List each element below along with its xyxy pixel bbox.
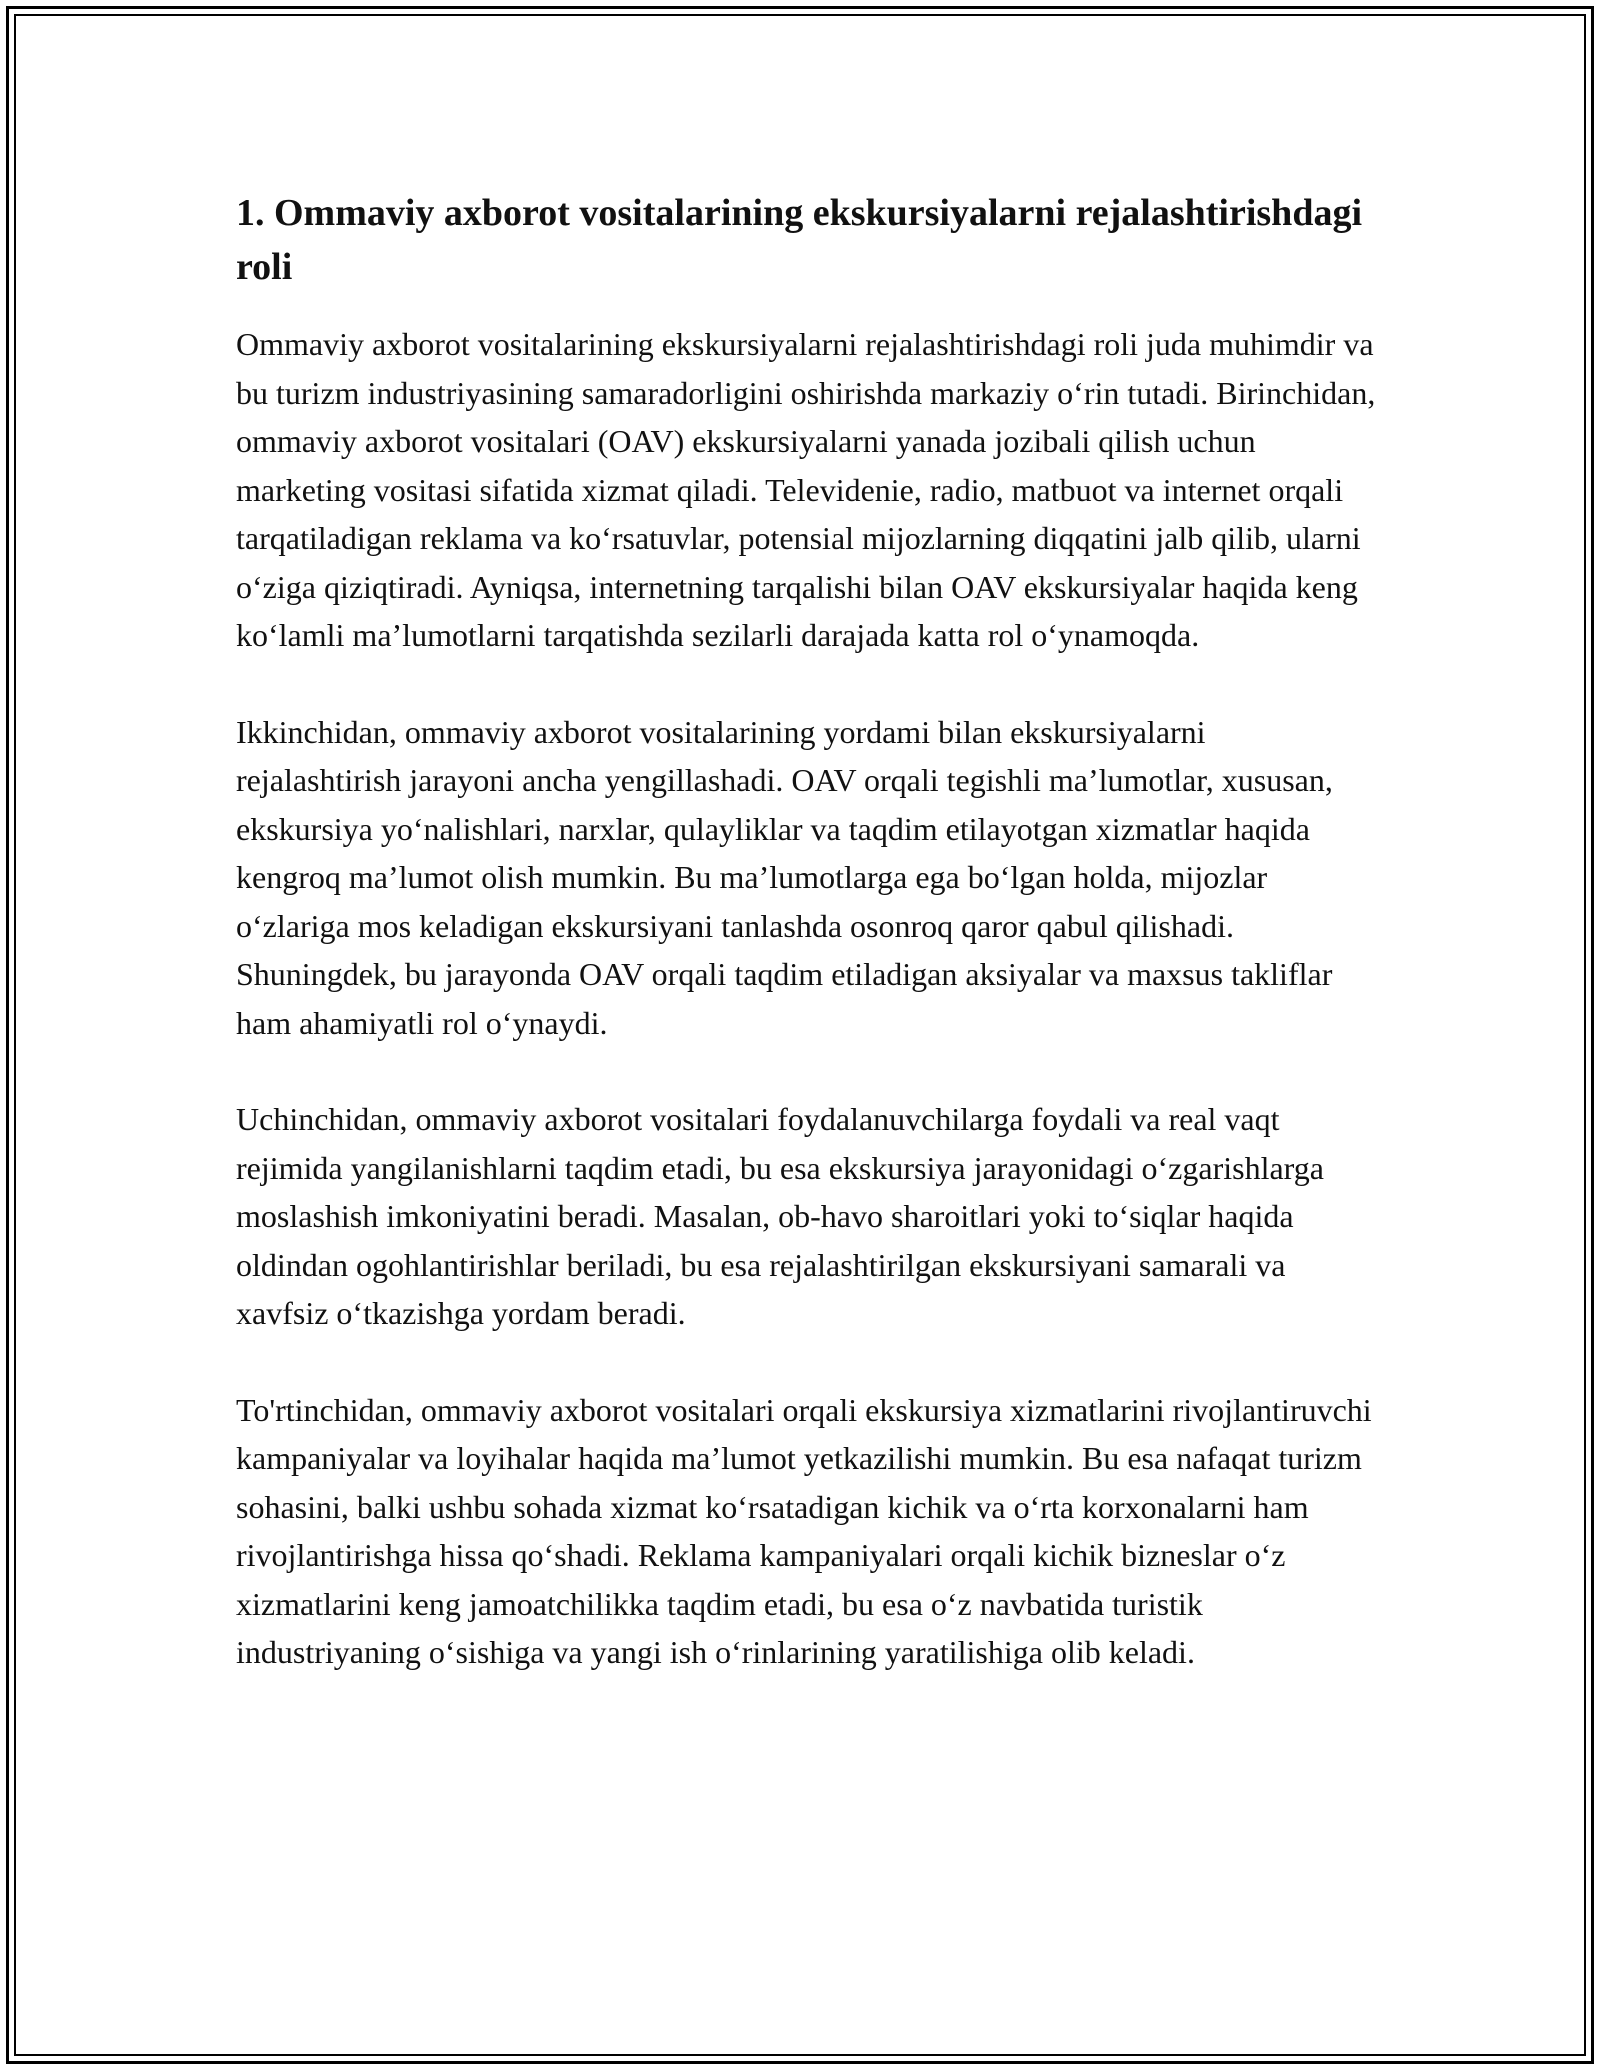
paragraph-3: Uchinchidan, ommaviy axborot vositalari foydalanuvchilarga foydali va real vaqt rejimida yangilanishlarni taqdim etadi, bu esa ekskursiya jarayonidagi o‘zgarishlarga moslashish imkoniyatini beradi. Masalan, ob-havo sharoitlari yoki to‘siqlar haqida oldindan ogohlantirishlar beriladi, bu esa rejalashtirilgan ekskursiyani samarali va xavfsiz o‘tkazishga yordam beradi. [236, 1101, 1324, 1331]
document-body [236, 186, 1376, 1725]
paragraph-4: To'rtinchidan, ommaviy axborot vositalari orqali ekskursiya xizmatlarini rivojlantiruvchi kampaniyalar va loyihalar haqida ma’lumot yetkazilishi mumkin. Bu esa nafaqat turizm sohasini, balki ushbu sohada xizmat ko‘rsatadigan kichik va o‘rta korxonalarni ham rivojlantirishga hissa qo‘shadi. Reklama kampaniyalari orqali kichik bizneslar o‘z xizmatlarini keng jamoatchilikka taqdim etadi, bu esa o‘z navbatida turistik industriyaning o‘sishiga va yangi ish o‘rinlarining yaratilishiga olib keladi. [236, 1391, 1372, 1670]
paragraph-2: Ikkinchidan, ommaviy axborot vositalarining yordami bilan ekskursiyalarni rejalashtirish jarayoni ancha yengillashadi. OAV orqali tegishli ma’lumotlar, xususan, ekskursiya yo‘nalishlari, narxlar, qulayliklar va taqdim etilayotgan xizmatlar haqida kengroq ma’lumot olish mumkin. Bu ma’lumotlarga ega bo‘lgan holda, mijozlar o‘zlariga mos keladigan ekskursiyani tanlashda osonroq qaror qabul qilishadi. Shuningdek, bu jarayonda OAV orqali taqdim etiladigan aksiyalar va maxsus takliflar ham ahamiyatli rol o‘ynaydi. [236, 713, 1333, 1041]
section-title: 1. Ommaviy axborot vositalarining ekskursiyalarni rejalashtirishdagi roli [236, 192, 1363, 288]
paragraph-1: Ommaviy axborot vositalarining ekskursiyalarni rejalashtirishdagi roli juda muhimdir va bu turizm industriyasining samaradorligini oshirishda markaziy o‘rin tutadi. Birinchidan, ommaviy axborot vositalari (OAV) ekskursiyalarni yanada jozibali qilish uchun marketing vositasi sifatida xizmat qiladi. Televidenie, radio, matbuot va internet orqali tarqatiladigan reklama va ko‘rsatuvlar, potensial mijozlarning diqqatini jalb qilib, ularni o‘ziga qiziqtiradi. Ayniqsa, internetning tarqalishi bilan OAV ekskursiyalar haqida keng ko‘lamli ma’lumotlarni tarqatishda sezilarli darajada katta rol o‘ynamoqda. [236, 326, 1376, 653]
